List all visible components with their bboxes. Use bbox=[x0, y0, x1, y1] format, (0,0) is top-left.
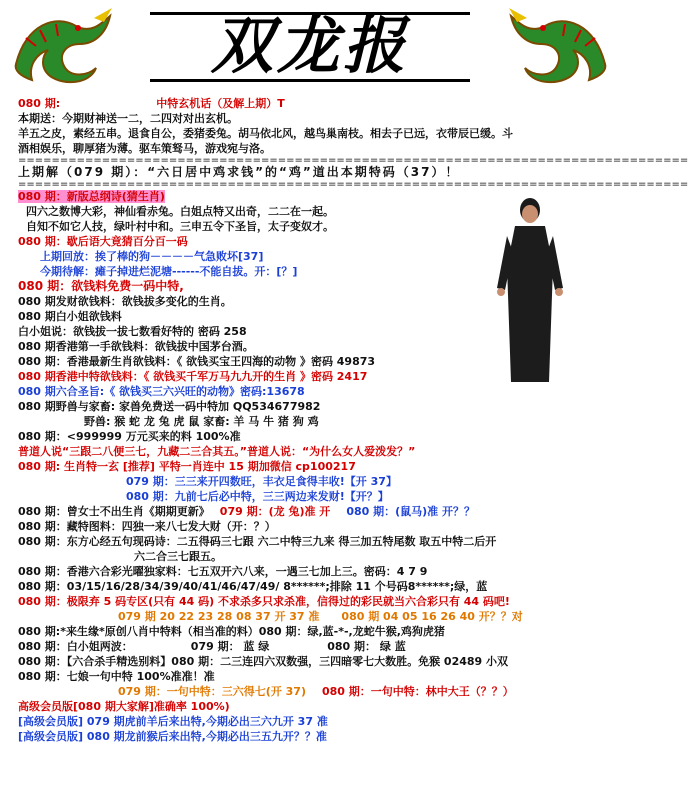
text-line: 080 期：【六合杀手精选别料】080 期：二三连四六双数强，三四暗零七大数胜。免猴 02489 小双 bbox=[18, 655, 509, 668]
text-line: 080 期: 生肖特一玄 [推荐] 平特一肖连中 15 期加微信 cp100217 bbox=[18, 460, 356, 473]
text-line: 080 期：香港最新生肖欲钱料：《 欲钱买宝王四海的动物 》密码 49873 bbox=[18, 355, 376, 368]
text-line: 羊五之皮，素经五串。退食自公，委猪委兔。胡马依北风，越鸟巢南枝。相去子已远，衣带辰已缓。斗 bbox=[18, 127, 513, 140]
text-line: 酒相娱乐，聊厚猪为薄。驱车策驽马，游戏宛与洛。 bbox=[18, 142, 271, 155]
text-line: 本期送：今期财神送一二，二四对对出玄机。 bbox=[18, 112, 238, 125]
text-line: 六二合三七跟五。 bbox=[134, 550, 222, 563]
text-line: 普道人说“三跟二八便三七，九藏二三合其五。”普道人说：“为什么女人爱泼发？” bbox=[18, 445, 416, 458]
text-line: 自知不如它人技，绿叶村中和。三申五令下圣旨，太子变奴才。 bbox=[26, 220, 334, 233]
text-line: 080 期：香港六合彩光曜独家料：七五双开六八来，一遇三七加上三。密码：4 7 9 bbox=[18, 565, 428, 578]
text-line: 野兽: 猴 蛇 龙 兔 虎 鼠 家畜: 羊 马 牛 猪 狗 鸡 bbox=[84, 415, 319, 428]
dragon-left-icon bbox=[6, 4, 118, 88]
text-line: 080 期: 中特玄机话（及解上期）T bbox=[18, 97, 285, 110]
text-line: 080 期香港中特欲钱料：《 欲钱买千军万马九九开的生肖 》密码 2417 bbox=[18, 370, 368, 383]
text-line: 080 期：九前七后必中特，三三两边来发财!【开？】 bbox=[126, 490, 389, 503]
text-line: 080 期六合圣旨:《 欲钱买三六兴旺的动物》密码:13678 bbox=[18, 385, 305, 398]
text-line: 080 期:*来生缘*原创八肖中特料（相当准的料）080 期：绿,蓝-*-,龙蛇牛猴,鸡狗虎猪 bbox=[18, 625, 445, 638]
text-line: 080 期：新版总纲诗(猜生肖) bbox=[18, 190, 165, 203]
divider: ================================================================================ bbox=[18, 155, 688, 166]
dragon-right-icon bbox=[503, 4, 615, 88]
text-line: 今期待解：瘫子掉进烂泥塘------不能自拔。开：[？] bbox=[40, 265, 298, 278]
text-line: 上期回放：挨了棒的狗－－－－气急败坏[37] bbox=[40, 250, 264, 263]
text-line: 079 期：一句中特：三六得七(开 37) 080 期：一句中特：林中大王（？？） bbox=[118, 685, 514, 698]
text-line: 080 期野兽与家畜: 家兽免费送一码中特加 QQ534677982 bbox=[18, 400, 321, 413]
text-line: 四六之数博大彩，神仙看赤兔。白姐点特又出奇，二二在一起。 bbox=[26, 205, 334, 218]
text-line: 上期解（079 期）：“六日居中鸡求钱”的“鸡”道出本期特码（37）！ bbox=[18, 165, 460, 179]
text-line: 080 期：白小姐两波： 079 期： 蓝 绿 080 期： 绿 蓝 bbox=[18, 640, 406, 653]
text-line: 080 期：东方心经五句现码诗：二五得码三七跟 六二中特三九来 得三加五特尾数 取五中特二后开 bbox=[18, 535, 497, 548]
text-line: 080 期发财欲钱料：欲钱拔多变化的生肖。 bbox=[18, 295, 232, 308]
text-line: 079 期 20 22 23 28 08 37 开 37 准 080 期 04 05 16 26 40 开？？对 bbox=[118, 610, 523, 623]
text-line: 高级会员版[080 期大家解]准确率 100%) bbox=[18, 700, 230, 713]
text-line: 080 期：歇后语大竟猜百分百一码 bbox=[18, 235, 188, 248]
page-title: 双龙报 bbox=[210, 9, 409, 82]
text-line: 080 期：极限弃 5 码专区(只有 44 码) 不求杀多只求杀准，信得过的彩民就当六合彩只有 44 码吧! bbox=[18, 595, 510, 608]
divider: ================================================================================ bbox=[18, 179, 688, 190]
text-line: 080 期：七娘一句中特 100%准准！准 bbox=[18, 670, 215, 683]
text-line: 080 期：03/15/16/28/34/39/40/41/46/47/49/ 8******;排除 11 个号码8******;绿，蓝 bbox=[18, 580, 488, 593]
text-line: 080 期：<999999 万元买来的料 100%准 bbox=[18, 430, 241, 443]
article-body bbox=[18, 96, 688, 744]
text-line: 079 期：三三来开四数旺，丰衣足食得丰收!【开 37】 bbox=[126, 475, 397, 488]
text-line: 080 期白小姐欲钱料 bbox=[18, 310, 122, 323]
text-line: 080 期：欲钱料免费一码中特, bbox=[18, 279, 184, 293]
text-line: [高级会员版] 080 期龙前猴后来出特,今期必出三五九开？？准 bbox=[18, 730, 327, 743]
masthead bbox=[0, 0, 621, 96]
text-line: [高级会员版] 079 期虎前羊后来出特,今期必出三六九开 37 准 bbox=[18, 715, 328, 728]
text-line: 080 期：藏特图料：四独一来八七发大财（开：？） bbox=[18, 520, 276, 533]
text-line: 080 期：曾女士不出生肖《期期更新》 079 期：(龙 兔)准 开 080 期：(鼠马)准 开？？ bbox=[18, 505, 475, 518]
text-line: 080 期香港第一手欲钱料：欲钱拔中国茅台酒。 bbox=[18, 340, 254, 353]
text-line: 白小姐说：欲钱拔一拔七数看好特的 密码 258 bbox=[18, 325, 247, 338]
